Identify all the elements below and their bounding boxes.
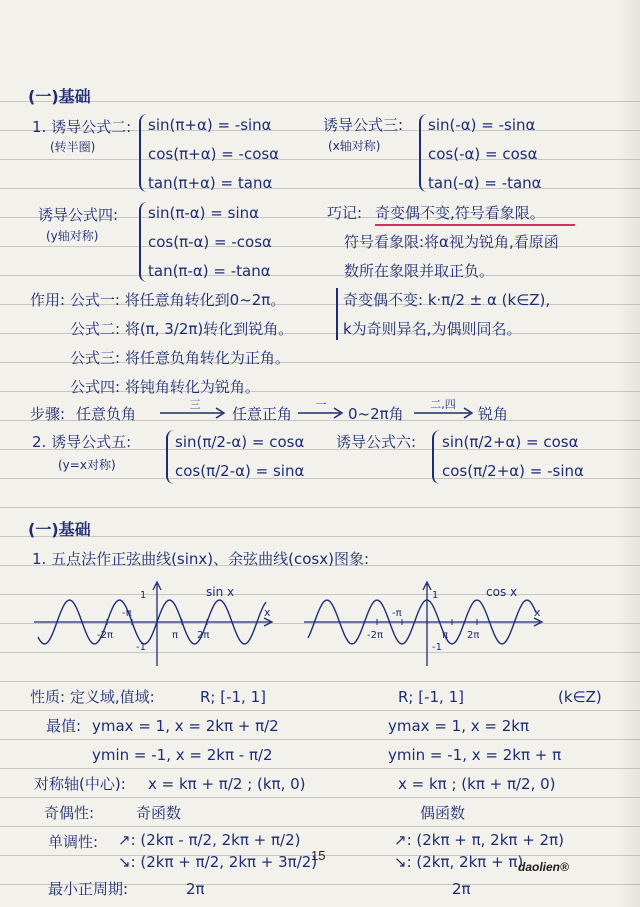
cos-max: ymax = 1, x = 2kπ [388,717,529,735]
graph-intro: 1. 五点法作正弦曲线(sinx)、余弦曲线(cosx)图象: [32,550,370,568]
formula5-line: cos(π/2-α) = sinα [175,462,305,480]
usage-line: 作用: 公式一: 将任意角转化到0~2π。 [30,291,286,309]
formula3-note: (x轴对称) [328,139,381,153]
extreme-label: 最值: [46,717,82,735]
formula4-note: (y轴对称) [46,229,99,243]
tip-main: 奇变偶不变,符号看象限。 [375,204,545,222]
tip-underline [375,224,575,226]
cos-x-tick-label: 2π [467,630,480,641]
domain-cos: R; [-1, 1] [398,688,464,706]
formula2-line: tan(π+α) = tanα [148,174,273,192]
step-item: 任意负角 [76,405,137,423]
formula5-note: (y=x对称) [58,458,116,472]
parity-cos: 偶函数 [420,804,466,822]
formula5-line: sin(π/2-α) = cosα [175,433,305,451]
page-edge-shade [618,0,640,907]
formula3-brace [419,114,427,192]
period-label: 最小正周期: [48,880,129,898]
top-margin [0,0,640,73]
formula4-line: cos(π-α) = -cosα [148,233,272,251]
usage-line: 公式四: 将钝角转化为锐角。 [70,378,260,396]
step-arrow-label: 一 [315,398,327,411]
odd-even-rule: 奇变偶不变: k·π/2 ± α (k∈Z), [343,291,551,309]
formula5-brace [166,430,174,484]
parity-sin: 奇函数 [136,804,182,822]
sin-graph [30,580,280,670]
sin-x-label: x [264,606,271,619]
formula3-line: cos(-α) = cosα [428,145,538,163]
period-sin: 2π [186,880,205,898]
step-arrow-label: 二,四 [430,398,456,411]
mono-cos-up: ↗: (2kπ + π, 2kπ + 2π) [394,831,564,849]
mono-cos-down: ↘: (2kπ, 2kπ + π) [394,853,524,871]
cos-x-tick-label: π [442,630,449,641]
cos-x-tick-label: -π [392,608,402,619]
formula6-line: sin(π/2+α) = cosα [442,433,579,451]
usage-line: 公式二: 将(π, 3/2π)转化到锐角。 [70,320,294,338]
section-title-2: (一)基础 [28,520,91,539]
step-arrow [412,406,476,420]
formula6-line: cos(π/2+α) = -sinα [442,462,584,480]
formula6-label: 诱导公式六: [336,433,417,451]
formula2-label: 1. 诱导公式二: [32,118,132,136]
symmetry-sin: x = kπ + π/2 ; (kπ, 0) [148,775,306,793]
domain-label: 性质: 定义域,值域: [30,688,155,706]
sin-max: ymax = 1, x = 2kπ + π/2 [92,717,279,735]
formula4-brace [139,202,147,282]
formula4-line: sin(π-α) = sinα [148,204,260,222]
symmetry-cos: x = kπ ; (kπ + π/2, 0) [398,775,556,793]
k-note: (k∈Z) [558,688,602,706]
step-item: 锐角 [478,405,509,423]
cos-min: ymin = -1, x = 2kπ + π [388,746,562,764]
steps-label: 步骤: [30,405,66,423]
watermark: daolien® [518,860,569,874]
domain-sin: R; [-1, 1] [200,688,266,706]
odd-even-rule: k为奇则异名,为偶则同名。 [343,320,522,338]
step-arrow [158,406,228,420]
cos-curve-label: cos x [486,585,518,599]
formula2-note: (转半圈) [50,140,96,154]
mono-sin-down: ↘: (2kπ + π/2, 2kπ + 3π/2) [118,853,318,871]
cos-x-label: x [534,606,541,619]
tip-line: 数所在象限并取正负。 [344,262,495,280]
odd-even-bar [336,288,338,340]
sin-x-tick-label: π [172,630,179,641]
sin-x-tick-label: -2π [97,630,113,641]
cos-graph [300,580,550,670]
page-number: 15 [311,848,326,863]
tip-line: 符号看象限:将α视为锐角,看原函 [344,233,559,251]
sin-min: ymin = -1, x = 2kπ - π/2 [92,746,273,764]
sin-x-tick-label: -π [122,608,132,619]
formula6-brace [432,430,440,484]
formula2-line: sin(π+α) = -sinα [148,116,272,134]
section-title-1: (一)基础 [28,87,91,106]
step-item: 任意正角 [232,405,293,423]
cos-y-tick-label: -1 [432,642,442,653]
step-item: 0~2π角 [348,405,404,423]
formula2-line: cos(π+α) = -cosα [148,145,280,163]
parity-label: 奇偶性: [44,804,95,822]
step-arrow [296,406,346,420]
tip-label: 巧记: [327,204,363,222]
step-arrow-label: 三 [189,398,201,411]
monotonic-label: 单调性: [48,833,99,851]
formula5-label: 2. 诱导公式五: [32,433,132,451]
formula4-line: tan(π-α) = -tanα [148,262,271,280]
formula3-line: sin(-α) = -sinα [428,116,536,134]
sin-y-tick-label: -1 [136,642,146,653]
usage-line: 公式三: 将任意负角转化为正角。 [70,349,290,367]
period-cos: 2π [452,880,471,898]
sin-curve-label: sin x [206,585,235,599]
mono-sin-up: ↗: (2kπ - π/2, 2kπ + π/2) [118,831,301,849]
cos-y-tick-label: 1 [432,590,439,601]
formula3-label: 诱导公式三: [323,116,404,134]
sin-y-tick-label: 1 [140,590,147,601]
cos-x-tick-label: -2π [367,630,383,641]
sin-x-tick-label: 2π [197,630,210,641]
formula4-label: 诱导公式四: [38,206,119,224]
formula2-brace [139,114,147,192]
formula3-line: tan(-α) = -tanα [428,174,542,192]
symmetry-label: 对称轴(中心): [34,775,126,793]
